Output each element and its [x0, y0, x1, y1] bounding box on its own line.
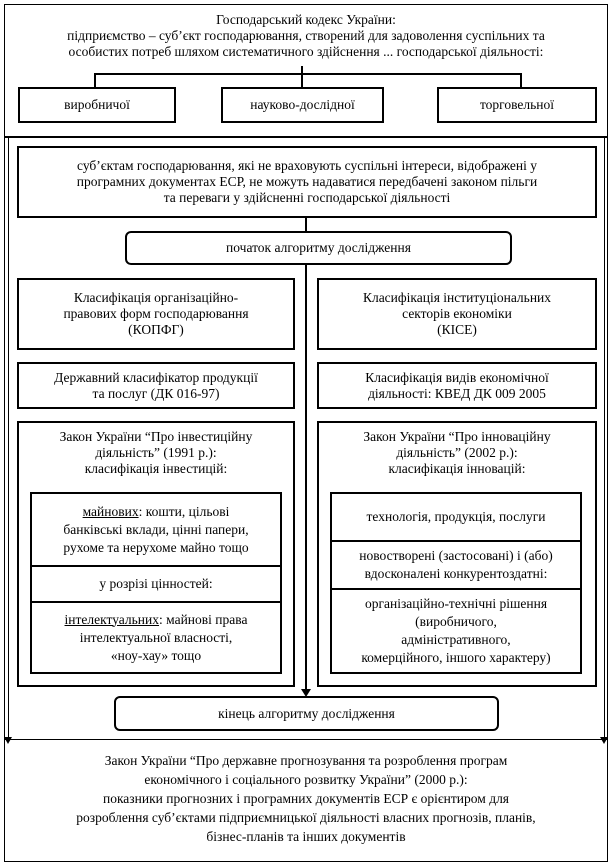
kise-l3: (КІСЕ) — [437, 322, 477, 337]
forecast-law-l4: розроблення суб’єктами підприємницької діяльності власних прогнозів, планів, — [76, 810, 536, 825]
dk016-box — [17, 362, 295, 409]
innov-item2-l1: новостворені (застосовані) і (або) — [359, 548, 553, 563]
invest-intel-term: інтелектуальних — [64, 611, 160, 627]
connector-v3 — [520, 73, 522, 88]
dk016-l2: та послуг (ДК 016-97) — [92, 385, 220, 401]
kopfg-l2: правових форм господарювання — [63, 306, 249, 321]
divider-inner-right — [604, 138, 605, 738]
activity-production-label: виробничої — [64, 97, 130, 112]
right-arrow-icon — [600, 737, 608, 744]
invest-class-frame — [30, 492, 282, 674]
esr-note-l2: програмних документах ЕСР, не можуть надаватися передбачені законом пільги — [76, 174, 538, 189]
innov-item2-cell — [332, 542, 580, 590]
activity-research — [221, 87, 384, 123]
connector-v1 — [94, 73, 96, 88]
forecast-law-text — [6, 751, 606, 846]
forecast-law-l2: економічного і соціального розвитку України” (2000 р.): — [144, 772, 468, 787]
activity-trade — [437, 87, 597, 123]
invest-law-l1: Закон України “Про інвестиційну — [59, 429, 253, 444]
innov-item1-label: технологія, продукція, послуги — [366, 509, 546, 524]
enterprise-definition-l2: особистих потреб шляхом систематичного здійснення ... господарської діяльності: — [68, 44, 544, 59]
spine-line — [305, 218, 307, 695]
connector-v2 — [301, 66, 303, 88]
innov-law-l2: діяльність” (2002 р.): — [396, 445, 518, 460]
commercial-code-text — [6, 12, 606, 60]
invest-property-l2: банківські вклади, цінні папери, — [63, 521, 249, 537]
forecast-law-l1: Закон України “Про державне прогнозування та розроблення програм — [104, 753, 508, 768]
invest-values-cell — [32, 567, 280, 603]
forecast-law-l3: показники прогнозних і програмних документів ЕСР є орієнтиром для — [102, 791, 510, 806]
innov-item3-l3: адміністративного, — [401, 632, 511, 647]
dk016-l1: Державний класифікатор продукції — [54, 369, 258, 385]
innov-law-title — [363, 429, 550, 477]
innov-law-l3: класифікація інновацій: — [388, 461, 526, 476]
algo-start-box — [125, 231, 512, 265]
divider-inner-left — [8, 138, 9, 738]
divider-bottom — [4, 739, 608, 740]
kved-box — [317, 362, 597, 409]
kopfg-box — [17, 278, 295, 350]
invest-intel-rest: : майнові права — [159, 611, 248, 627]
left-arrow-icon — [4, 737, 12, 744]
algo-end-label: кінець алгоритму дослідження — [218, 705, 395, 721]
invest-property-cell — [32, 494, 280, 567]
kise-box — [317, 278, 597, 350]
esr-note-box — [17, 146, 597, 218]
innov-law-l1: Закон України “Про інноваційну — [363, 429, 551, 444]
commercial-code-title: Господарський кодекс України: — [216, 12, 396, 27]
kopfg-l3: (КОПФГ) — [128, 322, 184, 337]
invest-property-term: майнових — [82, 503, 139, 519]
kved-l1: Класифікація видів економічної — [365, 369, 549, 385]
innov-item3-l4: комерційного, іншого характеру) — [361, 650, 551, 665]
algo-start-label: початок алгоритму дослідження — [226, 240, 411, 255]
connector-h — [94, 73, 522, 75]
forecast-law-l5: бізнес-планів та інших документів — [206, 829, 406, 844]
kise-l2: секторів економіки — [402, 306, 512, 321]
innov-item3-l2: (виробничого, — [415, 614, 497, 629]
esr-note-l3: та переваги у здійсненні господарської діяльності — [163, 190, 451, 205]
activity-trade-label: торговельної — [479, 97, 555, 112]
kved-l2: діяльності: КВЕД ДК 009 2005 — [368, 385, 546, 401]
invest-values-label: у розрізі цінностей: — [99, 576, 213, 591]
kise-l1: Класифікація інституціональних — [362, 290, 552, 305]
activity-research-label: науково-дослідної — [250, 97, 355, 112]
invest-law-title — [60, 429, 253, 477]
innov-item3-cell — [332, 590, 580, 672]
invest-intel-l3: «ноу-хау» тощо — [110, 647, 202, 663]
invest-property-rest: : кошти, цільові — [138, 503, 230, 519]
invest-property-l3: рухоме та нерухоме майно тощо — [63, 539, 249, 555]
invest-intel-l2: інтелектуальної власності, — [79, 629, 233, 645]
divider-top — [4, 136, 608, 138]
innov-class-frame — [330, 492, 582, 674]
invest-intel-cell — [32, 603, 280, 672]
innov-item2-l2: вдосконалені конкурентоздатні: — [364, 566, 548, 581]
invest-law-l2: діяльність” (1991 р.): — [95, 445, 217, 460]
innov-item1-cell — [332, 494, 580, 542]
innov-item3-l1: організаційно-технічні рішення — [364, 596, 548, 611]
activity-production — [18, 87, 176, 123]
algo-end-box — [114, 696, 499, 731]
kopfg-l1: Класифікація організаційно- — [73, 290, 239, 305]
enterprise-definition-l1: підприємство – суб’єкт господарювання, створений для задоволення суспільних та — [67, 28, 545, 43]
invest-law-l3: класифікація інвестицій: — [84, 461, 228, 476]
esr-note-l1: суб’єктам господарювання, які не враховують суспільні інтереси, відображені у — [77, 158, 537, 173]
